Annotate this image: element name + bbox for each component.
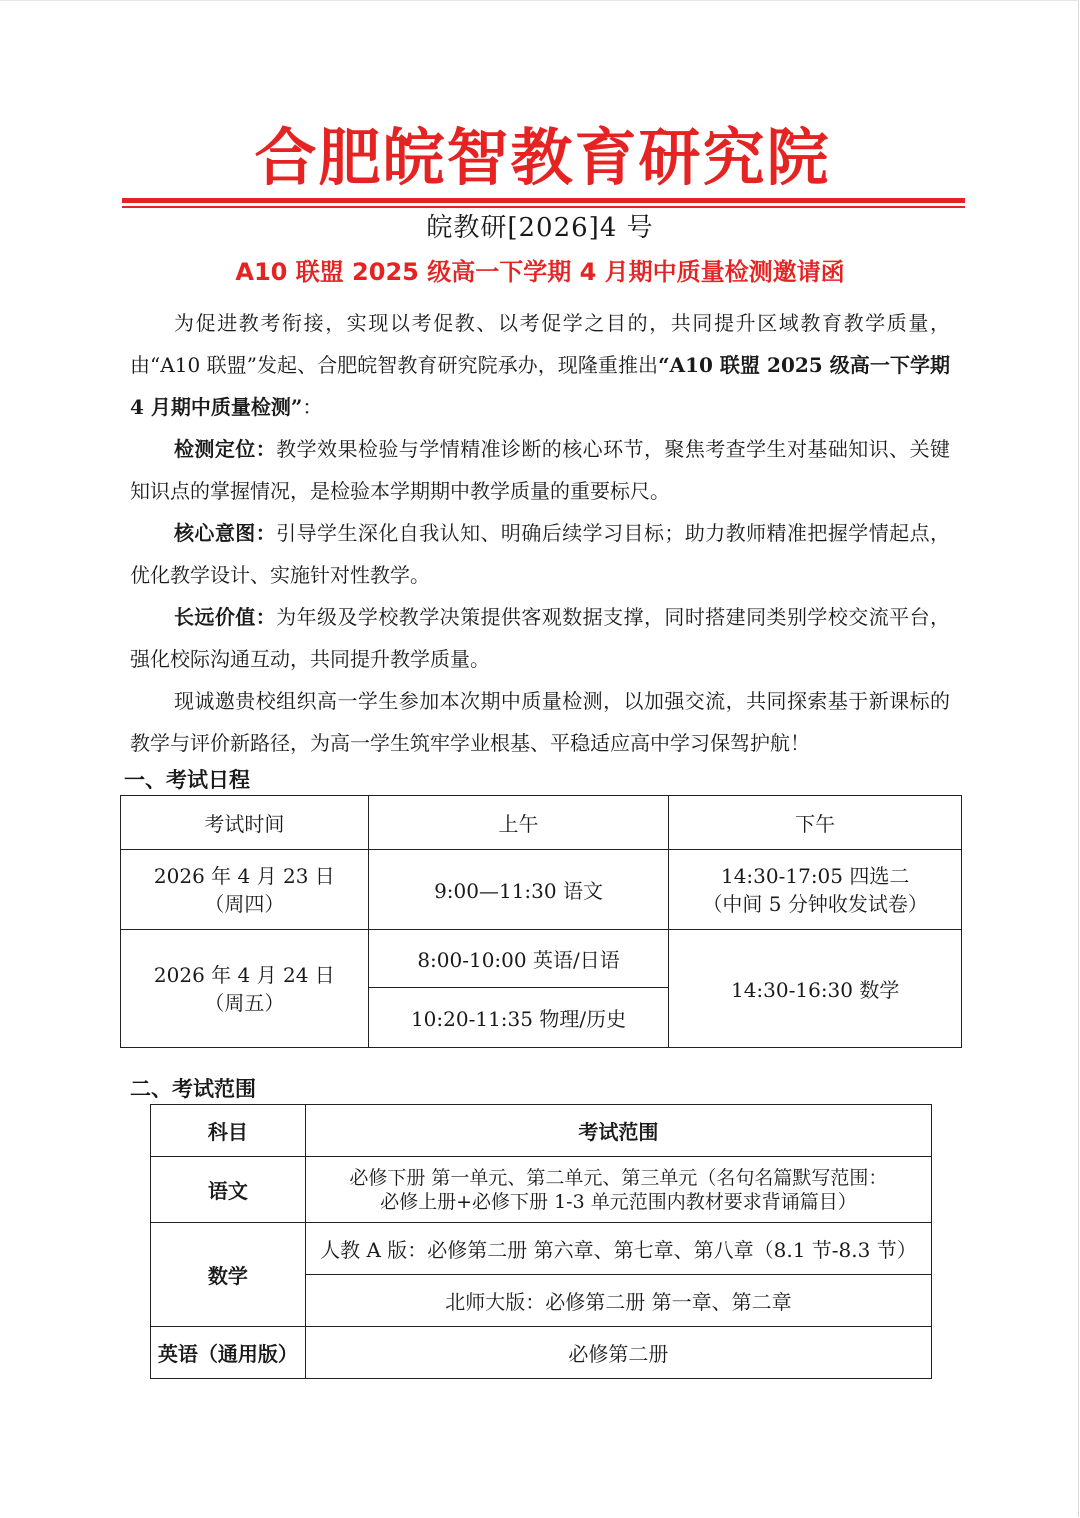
table-row <box>121 930 962 988</box>
table-header-row <box>151 1105 932 1157</box>
item-label: 检测定位： <box>174 437 277 461</box>
date-text: 2026 年 4 月 23 日 <box>153 863 335 888</box>
table-row <box>151 1157 932 1223</box>
date-cell <box>121 850 369 930</box>
document-title: A10 联盟 2025 级高一下学期 4 月期中质量检测邀请函 <box>235 258 845 286</box>
item-intent <box>130 512 950 596</box>
afternoon-cell <box>669 850 962 930</box>
document-number: 皖教研[2026]4 号 <box>426 213 654 243</box>
table-row <box>121 850 962 930</box>
schedule-heading: 一、考试日程 <box>124 768 250 792</box>
invitation-body <box>130 302 950 764</box>
org-name-heading: 合肥皖智教育研究院 <box>254 121 831 194</box>
scope-heading: 二、考试范围 <box>130 1077 256 1101</box>
exam-name-emphasis: “A10 联盟 2025 级高一下学期 4 月期中质量检测” <box>130 353 951 419</box>
table-row <box>151 1327 932 1379</box>
intro-colon: ： <box>302 395 323 419</box>
intro-paragraph <box>130 302 950 428</box>
item-label: 长远价值： <box>174 605 277 629</box>
item-text: 引导学生深化自我认知、明确后续学习目标；助力教师精准把握学情起点，优化教学设计、实施针对性教学。 <box>130 521 951 587</box>
intro-text: 为促进教考衔接，实现以考促教、以考促学之目的，共同提升区域教育教学质量，由“A10 联盟”发起、合肥皖智教育研究院承办，现隆重推出 <box>130 311 950 377</box>
scope-cell <box>305 1157 931 1223</box>
column-header: 上午 <box>368 796 669 850</box>
weekday-text: （周四） <box>204 891 285 916</box>
date-text: 2026 年 4 月 24 日 <box>153 962 335 987</box>
item-positioning <box>130 428 950 512</box>
red-divider-thick <box>122 198 965 203</box>
table-row <box>151 1223 932 1275</box>
scope-cell: 必修第二册 <box>305 1327 931 1379</box>
afternoon-text: 14:30-17:05 四选二 <box>720 863 910 888</box>
scope-cell: 人教 A 版：必修第二册 第六章、第七章、第八章（8.1 节-8.3 节） <box>305 1223 931 1275</box>
column-header: 下午 <box>669 796 962 850</box>
subject-cell: 英语（通用版） <box>151 1327 306 1379</box>
closing-paragraph: 现诚邀贵校组织高一学生参加本次期中质量检测，以加强交流，共同探索基于新课标的教学与评价新路径，为高一学生筑牢学业根基、平稳适应高中学习保驾护航！ <box>130 689 950 755</box>
table-header-row <box>121 796 962 850</box>
column-header: 科目 <box>151 1105 306 1157</box>
weekday-text: （周五） <box>204 990 285 1015</box>
column-header: 考试时间 <box>121 796 369 850</box>
column-header: 考试范围 <box>305 1105 931 1157</box>
item-text: 教学效果检验与学情精准诊断的核心环节，聚焦考查学生对基础知识、关键知识点的掌握情况，是检验本学期期中教学质量的重要标尺。 <box>130 437 951 503</box>
afternoon-note: （中间 5 分钟收发试卷） <box>702 891 928 916</box>
scope-text: 必修上册+必修下册 1-3 单元范围内教材要求背诵篇目） <box>380 1190 857 1213</box>
item-label: 核心意图： <box>174 521 277 545</box>
morning-cell: 8:00-10:00 英语/日语 <box>368 930 669 988</box>
schedule-table <box>120 795 962 1048</box>
item-text: 为年级及学校教学决策提供客观数据支撑，同时搭建同类别学校交流平台，强化校际沟通互动，共同提升教学质量。 <box>130 605 951 671</box>
date-cell <box>121 930 369 1048</box>
morning-cell: 9:00—11:30 语文 <box>368 850 669 930</box>
morning-cell: 10:20-11:35 物理/历史 <box>368 988 669 1048</box>
scope-table <box>150 1104 932 1379</box>
subject-cell: 语文 <box>151 1157 306 1223</box>
subject-cell: 数学 <box>151 1223 306 1327</box>
afternoon-cell: 14:30-16:30 数学 <box>669 930 962 1048</box>
scope-text: 必修下册 第一单元、第二单元、第三单元（名句名篇默写范围： <box>349 1166 888 1189</box>
scope-cell: 北师大版：必修第二册 第一章、第二章 <box>305 1275 931 1327</box>
item-value <box>130 596 950 680</box>
